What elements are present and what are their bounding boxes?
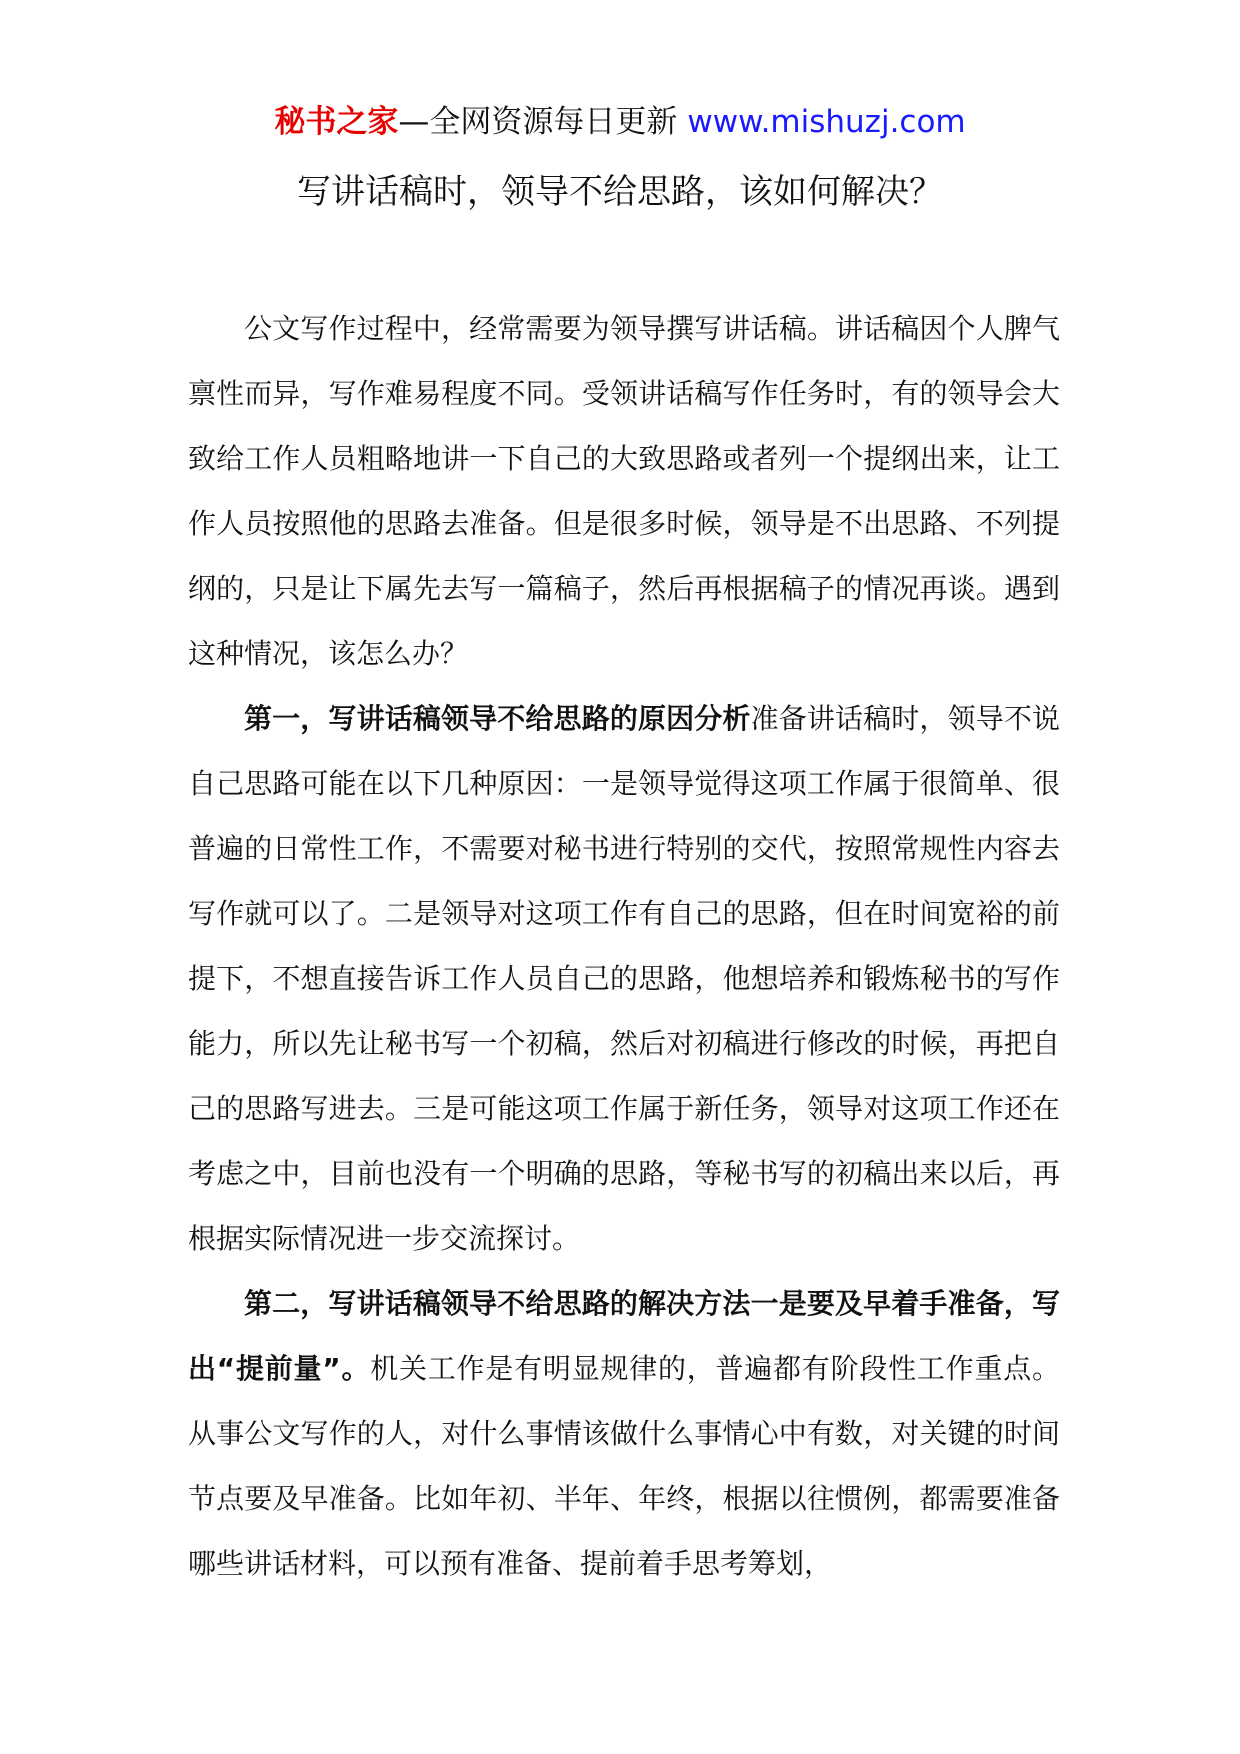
paragraph-section-2: [188, 1271, 1060, 1596]
document-body: [188, 296, 1060, 1596]
paragraph-intro-text: 公文写作过程中，经常需要为领导撰写讲话稿。讲话稿因个人脾气禀性而异，写作难易程度不同。受领讲话稿写作任务时，有的领导会大致给工作人员粗略地讲一下自己的大致思路或者列一个提纲出来，让工作人员按照他的思路去准备。但是很多时候，领导是不出思路、不列提纲的，只是让下属先去写一篇稿子，然后再根据稿子的情况再谈。遇到这种情况，该怎么办？: [188, 312, 1060, 670]
header-tagline: —全网资源每日更新: [398, 104, 678, 140]
section-1-text: 准备讲话稿时，领导不说自己思路可能在以下几种原因：一是领导觉得这项工作属于很简单、很普遍的日常性工作，不需要对秘书进行特别的交代，按照常规性内容去写作就可以了。二是领导对这项工作有自己的思路，但在时间宽裕的前提下，不想直接告诉工作人员自己的思路，他想培养和锻炼秘书的写作能力，所以先让秘书写一个初稿，然后对初稿进行修改的时候，再把自己的思路写进去。三是可能这项工作属于新任务，领导对这项工作还在考虑之中，目前也没有一个明确的思路，等秘书写的初稿出来以后，再根据实际情况进一步交流探讨。: [188, 702, 1060, 1255]
section-2-heading: 第二，写讲话稿领导不给思路的解决方法一是要及早着手准备，写出“提前量”。: [188, 1287, 1060, 1385]
document-title: 写讲话稿时，领导不给思路，该如何解决？: [297, 172, 943, 212]
section-1-heading: 第一，写讲话稿领导不给思路的原因分析: [244, 702, 751, 735]
paragraph-section-1: [188, 686, 1060, 1271]
site-url-link[interactable]: www.mishuzj.com: [687, 104, 966, 140]
paragraph-intro: [188, 296, 1060, 686]
page-header: [0, 100, 1240, 144]
section-2-text: 机关工作是有明显规律的，普遍都有阶段性工作重点。从事公文写作的人，对什么事情该做什么事情心中有数，对关键的时间节点要及早准备。比如年初、半年、年终，根据以往惯例，都需要准备哪些讲话材料，可以预有准备、提前着手思考筹划，: [188, 1352, 1060, 1580]
brand-name: 秘书之家: [274, 104, 399, 140]
